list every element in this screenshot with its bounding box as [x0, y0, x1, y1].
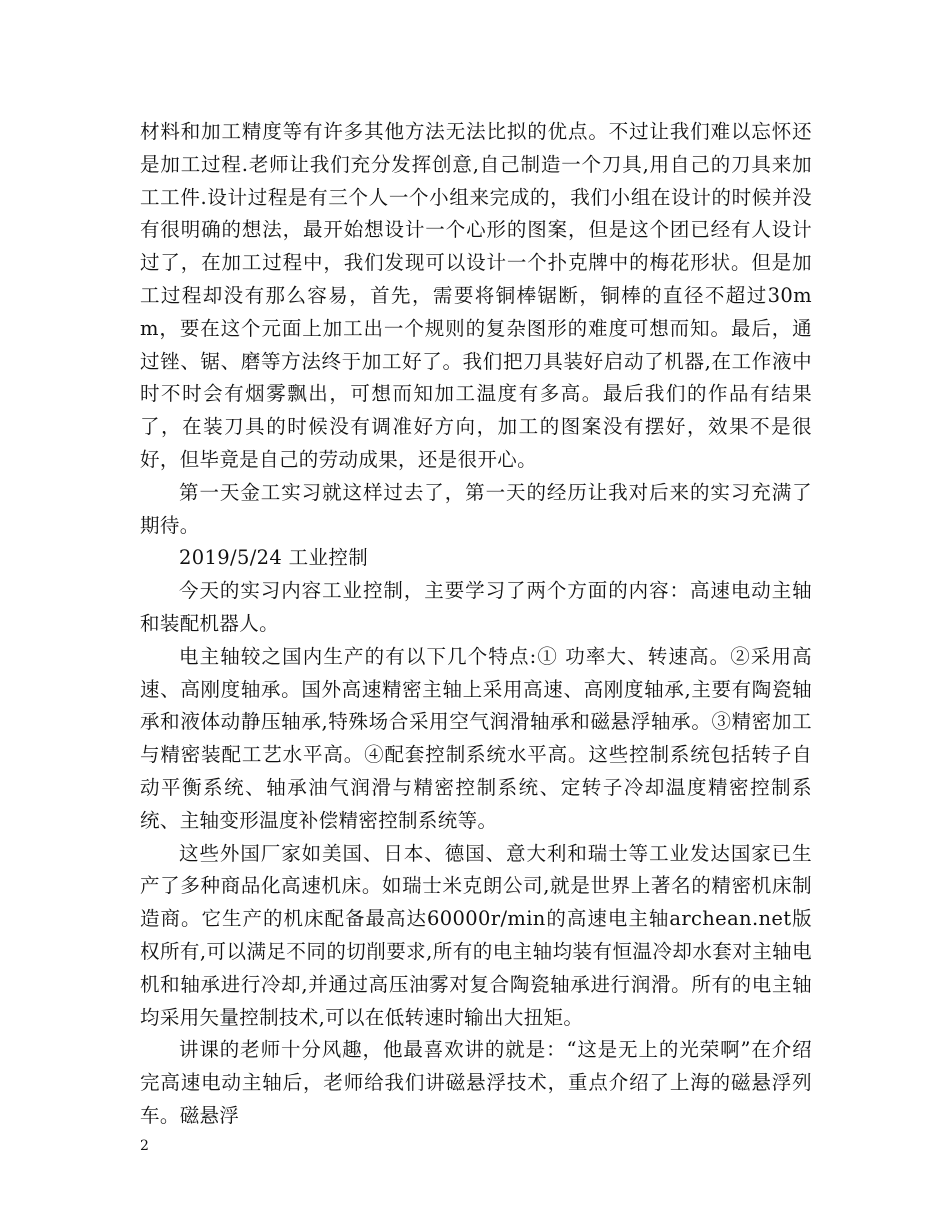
paragraph-first-day-summary: 第一天金工实习就这样过去了，第一天的经历让我对后来的实习充满了期待。	[140, 480, 812, 537]
page-number: 2	[140, 1138, 149, 1154]
paragraph-spindle-features: 电主轴较之国内生产的有以下几个特点:① 功率大、转速高。②采用高速、高刚度轴承。国外高速精密主轴上采用高速、高刚度轴承,主要有陶瓷轴承和液体动静压轴承,特殊场合采用空气润滑轴承和磁悬浮轴承。③精密加工与精密装配工艺水平高。④配套控制系统水平高。这些控制系统包括转子自动平衡系统、轴承油气润滑与精密控制系统、定转子冷却温度精密控制系统、主轴变形温度补偿精密控制系统等。	[140, 644, 812, 832]
paragraph-metalwork-process: 材料和加工精度等有许多其他方法无法比拟的优点。不过让我们难以忘怀还是加工过程.老师让我们充分发挥创意,自己制造一个刀具,用自己的刀具来加工工件.设计过程是有三个人一个小组来完成的，我们小组在设计的时候并没有很明确的想法，最开始想设计一个心形的图案，但是这个团已经有人设计过了，在加工过程中，我们发现可以设计一个扑克牌中的梅花形状。但是加工过程却没有那么容易，首先，需要将铜棒锯断，铜棒的直径不超过30mm，要在这个元面上加工出一个规则的复杂图形的难度可想而知。最后，通过锉、锯、磨等方法终于加工好了。我们把刀具装好启动了机器,在工作液中时不时会有烟雾飘出，可想而知加工温度有多高。最后我们的作品有结果了，在装刀具的时候没有调准好方向，加工的图案没有摆好，效果不是很好，但毕竟是自己的劳动成果，还是很开心。	[140, 120, 812, 471]
section-heading-date: 2019/5/24 工业控制	[179, 546, 369, 570]
body-text	[140, 116, 812, 1133]
paragraph-teacher-maglev: 讲课的老师十分风趣，他最喜欢讲的就是：“这是无上的光荣啊”在介绍完高速电动主轴后，老师给我们讲磁悬浮技术，重点介绍了上海的磁悬浮列车。磁悬浮	[140, 1038, 812, 1127]
paragraph-industrial-control-intro: 今天的实习内容工业控制，主要学习了两个方面的内容：高速电动主轴和装配机器人。	[140, 579, 812, 635]
paragraph-foreign-manufacturers: 这些外国厂家如美国、日本、德国、意大利和瑞士等工业发达国家已生产了多种商品化高速机床。如瑞士米克朗公司,就是世界上著名的精密机床制造商。它生产的机床配备最高达60000r/min的高速电主轴archean.net版权所有,可以满足不同的切削要求,所有的电主轴均装有恒温冷却水套对主轴电机和轴承进行冷却,并通过高压油雾对复合陶瓷轴承进行润滑。所有的电主轴均采用矢量控制技术,可以在低转速时输出大扭矩。	[140, 841, 812, 1029]
